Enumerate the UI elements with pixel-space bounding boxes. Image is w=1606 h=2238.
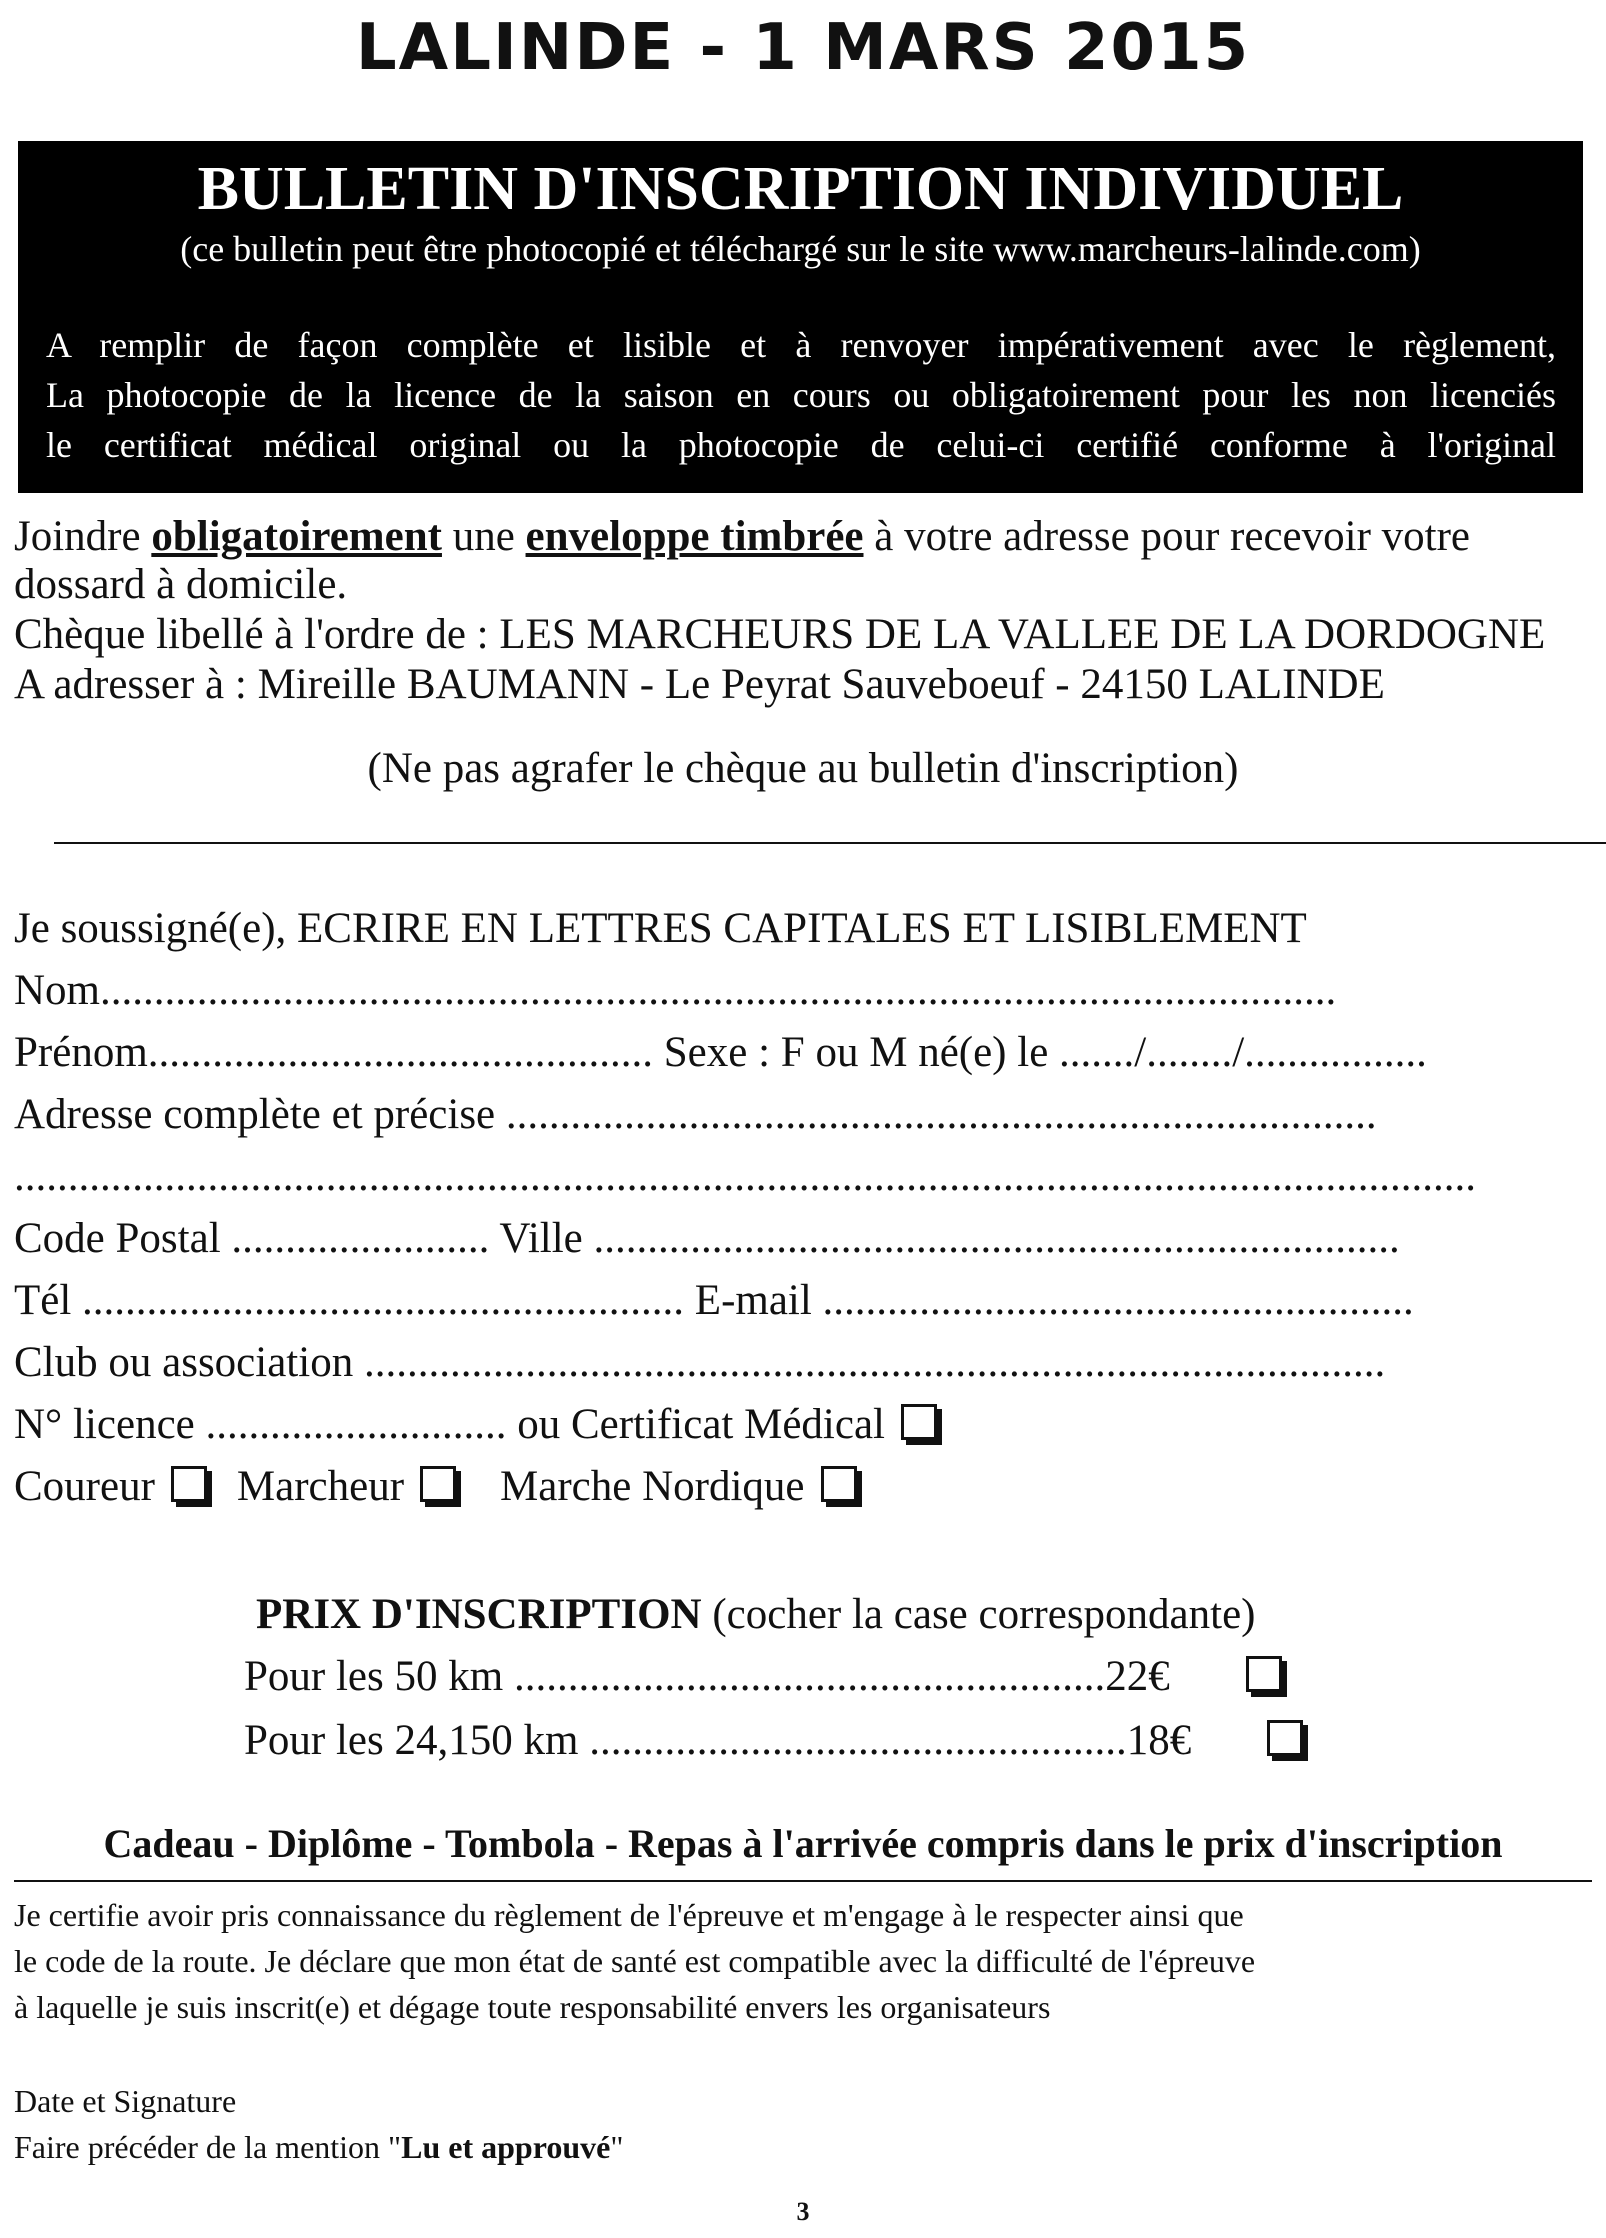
text: Joindre <box>14 513 152 560</box>
phone-email-field[interactable]: Tél ........................................................ E-mail ....................................................... <box>14 1277 1414 1324</box>
nom-field[interactable]: Nom................................................................................................................... <box>14 967 1337 1014</box>
page-number: 3 <box>796 2197 810 2226</box>
marcheur-checkbox[interactable] <box>420 1466 456 1502</box>
page-title: LALINDE - 1 MARS 2015 <box>355 11 1251 85</box>
price-option-50km <box>244 1648 1282 1706</box>
marcheur-label: Marcheur <box>236 1463 405 1510</box>
price-24km-checkbox[interactable] <box>1267 1720 1303 1756</box>
certification-line: à laquelle je suis inscrit(e) et dégage toute responsabilité envers les organisateurs <box>14 1989 1051 2025</box>
instruction-line-2: dossard à domicile. <box>14 561 348 608</box>
pricing-title <box>256 1586 1256 1644</box>
category-row <box>14 1458 1604 1516</box>
text: Faire précéder de la mention " <box>14 2129 402 2165</box>
licence-row <box>14 1396 1604 1454</box>
text: à votre adresse pour recevoir votre <box>863 513 1470 560</box>
address-field[interactable]: Adresse complète et précise ................................................................................. <box>14 1091 1377 1138</box>
included-items: Cadeau - Diplôme - Tombola - Repas à l'arrivée compris dans le prix d'inscription <box>103 1821 1503 1866</box>
banner-line: le certificat médical original ou la photocopie de celui-ci certifié conforme à l'original <box>46 425 1556 465</box>
price-50km-label: Pour les 50 km .......................................................22€ <box>244 1653 1170 1700</box>
address-line-2-field[interactable]: ........................................................................................................................................ <box>14 1153 1476 1200</box>
licence-label: N° licence ............................ ou Certificat Médical <box>14 1401 885 1448</box>
club-field[interactable]: Club ou association ............................................................................................... <box>14 1339 1386 1386</box>
text: une <box>441 513 526 560</box>
coureur-label: Coureur <box>14 1463 155 1510</box>
marche-nordique-label: Marche Nordique <box>500 1463 805 1510</box>
pricing-note: (cocher la case correspondante) <box>701 1591 1256 1638</box>
cheque-payee: Chèque libellé à l'ordre de : LES MARCHEURS DE LA VALLEE DE LA DORDOGNE <box>14 611 1546 658</box>
banner-subheading: (ce bulletin peut être photocopié et téléchargé sur le site www.marcheurs-lalinde.com) <box>180 229 1421 269</box>
emphasis-enveloppe: enveloppe timbrée <box>525 513 864 560</box>
date-signature-label: Date et Signature <box>14 2083 237 2119</box>
postal-city-field[interactable]: Code Postal ........................ Ville ........................................................................... <box>14 1215 1400 1262</box>
info-banner <box>18 141 1583 493</box>
banner-heading: BULLETIN D'INSCRIPTION INDIVIDUEL <box>197 155 1404 223</box>
banner-line: La photocopie de la licence de la saison en cours ou obligatoirement pour les non licenciés <box>46 375 1556 415</box>
emphasis-obligatoirement: obligatoirement <box>151 513 442 560</box>
mention-bold: Lu et approuvé <box>401 2129 611 2165</box>
price-24km-label: Pour les 24,150 km ..................................................18€ <box>244 1717 1192 1764</box>
pricing-heading: PRIX D'INSCRIPTION <box>256 1591 702 1638</box>
text: " <box>610 2129 624 2165</box>
divider <box>54 842 1606 844</box>
certification-line: le code de la route. Je déclare que mon état de santé est compatible avec la difficulté de l'épreuve <box>14 1943 1256 1979</box>
prenom-field[interactable]: Prénom............................................... Sexe : F ou M né(e) le ......./......../................. <box>14 1029 1427 1076</box>
banner-line: A remplir de façon complète et lisible et à renvoyer impérativement avec le règlement, <box>46 325 1556 365</box>
mailing-address: A adresser à : Mireille BAUMANN - Le Peyrat Sauveboeuf - 24150 LALINDE <box>14 661 1385 708</box>
price-50km-checkbox[interactable] <box>1246 1656 1282 1692</box>
divider <box>14 1880 1592 1882</box>
form-intro: Je soussigné(e), ECRIRE EN LETTRES CAPITALES ET LISIBLEMENT <box>14 905 1307 952</box>
certification-line: Je certifie avoir pris connaissance du règlement de l'épreuve et m'engage à le respecter ainsi que <box>14 1897 1244 1933</box>
price-option-24km <box>244 1712 1303 1770</box>
cheque-note: (Ne pas agrafer le chèque au bulletin d'inscription) <box>367 745 1239 792</box>
coureur-checkbox[interactable] <box>171 1466 207 1502</box>
medical-certificate-checkbox[interactable] <box>901 1404 937 1440</box>
marche-nordique-checkbox[interactable] <box>821 1466 857 1502</box>
mention-line <box>14 2124 623 2170</box>
